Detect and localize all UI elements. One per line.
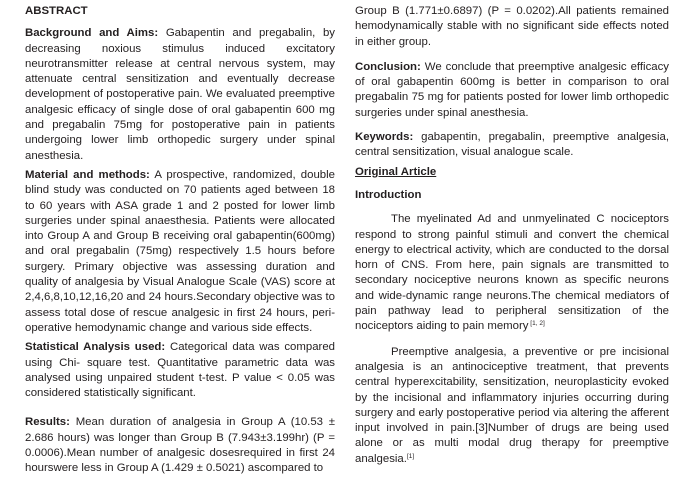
methods-text: A prospective, randomized, double blind study was conducted on 70 patients aged between 18 to 60 years with ASA grade 1 and 2 posted for lower limb surgeries under spinal anaesthesia. Patients were allocated into Group A and Group B receiving oral gabapentin(600mg) and oral pregabalin (75mg) respectively 1.5 hours before surgery. Primary objective was assessing duration and quality of analgesia by Visual Analogue Scale (VAS) score at 2,4,6,8,10,12,16,20 and 24 hours.Secondary objective was to assess total dose of rescue analgesic in first 24 hours, peri-operative hemodynamic change and various side effects. [25,168,335,334]
results-section [25,415,335,476]
keywords-label: Keywords: [355,131,414,144]
methods-label: Material and methods: [25,168,150,181]
conclusion-text: We conclude that preemptive analgesic efficacy of oral gabapentin 600mg is better in comparison to oral pregabalin 75 mg for patients posted for lower limb orthopedic surgeries under spinal anesthesia. [355,60,669,119]
introduction-paragraph-1 [355,212,669,334]
statistics-label: Statistical Analysis used: [25,341,166,354]
conclusion-label: Conclusion: [355,60,421,73]
conclusion-section [355,60,669,121]
abstract-heading: ABSTRACT [25,5,88,17]
statistics-section [25,340,335,401]
methods-section [25,168,335,336]
keywords-text: gabapentin, pregabalin, preemptive analgesia, central sensitization, visual analogue scale. [355,131,669,159]
background-text: Gabapentin and pregabalin, by decreasing noxious stimulus induced excitatory neurotransmitter release at central nervous system, may attenuate central sensitization and eventually decrease development of postoperative pain. We evaluated preemptive analgesic efficacy of single dose of oral gabapentin 600 mg and pregabalin 75mg for postoperative pain in patients undergoing lower limb orthopedic surgery under spinal anesthesia. [25,27,335,162]
background-label: Background and Aims: [25,27,159,40]
background-section [25,26,335,164]
statistics-text: Categorical data was compared using Chi- square test. Quantitative parametric data was analysed using unpaired student t-test. P value < 0.05 was considered statistically significant. [25,341,335,400]
results-label: Results: [25,416,70,429]
paragraph-2-reference: [1] [406,452,415,460]
introduction-paragraph-2 [355,345,669,467]
keywords-section [355,130,669,161]
introduction-heading: Introduction [355,188,422,201]
article-type-label: Original Article [355,165,437,178]
paragraph-1-text: The myelinated Ad and unmyelinated C nociceptors respond to strong painful stimuli and convert the chemical energy to electrical activity, which are conducted to the dorsal horn of CNS. From here, pain signals are transmitted to secondary nociceptive neurons known as specific neurons and wide-dynamic range neurons.The chemical mediators of pain pathway lead to peripheral sensitization of the nociceptors aiding to pain memory [355,213,669,333]
right-column [355,4,669,467]
results-continued: Group B (1.771±0.6897) (P = 0.0202).All patients remained hemodynamically stable with no significant side effects noted in either group. [355,5,669,48]
results-text: Mean duration of analgesia in Group A (10.53 ± 2.686 hours) was longer than Group B (7.943±3.199hr) (P = 0.0006).Mean number of analgesic dosesrequired in first 24 hourswere less in Group A (1.429 ± 0.5021) ascompared to [25,416,335,475]
left-column [25,4,335,477]
paragraph-2-text: Preemptive analgesia, a preventive or pre incisional analgesia is an antinociceptive treatment, that prevents central hyperexcitability, sensitization, neuroplasticity evoked by the incisional and inflammatory injuries occurring during surgery and early postoperative period via altering the afferent input involved in pain.[3]Number of drugs are being used alone or as multi modal drug therapy for preemptive analgesia. [355,345,669,465]
paragraph-1-reference: [1, 2] [528,320,545,328]
